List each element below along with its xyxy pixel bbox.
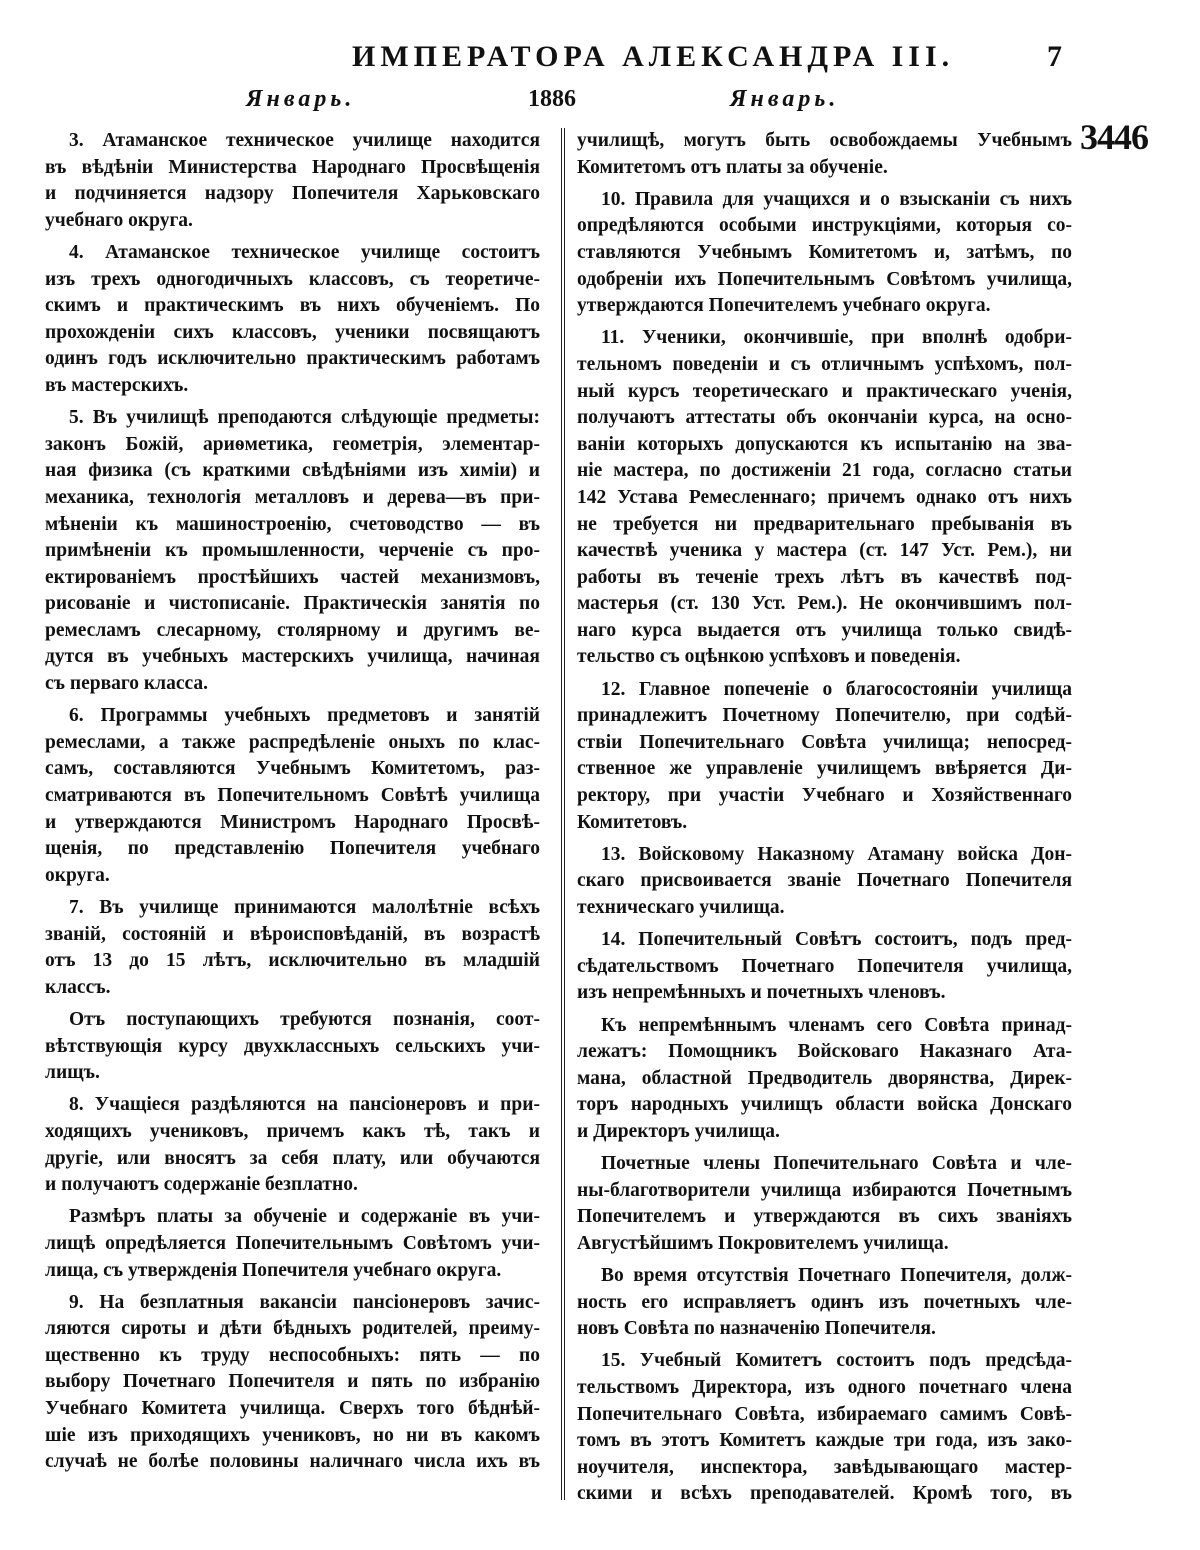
text-line: выбору Почетнаго Попечителя и пять по избранію — [45, 1371, 540, 1393]
text-line: изъ непремѣнныхъ и почетныхъ членовъ. — [577, 982, 946, 1004]
text-line: законъ Божій, ариѳметика, геометрія, элементар- — [45, 433, 540, 455]
text-line: утверждаются Попечителемъ учебнаго округа. — [577, 295, 991, 317]
text-line: прохожденіи сихъ классовъ, ученики посвящаютъ — [45, 321, 540, 343]
text-line: ремесламъ слесарному, столярному и другимъ ве- — [45, 619, 540, 641]
text-line: и утверждаются Министромъ Народнаго Просвѣ- — [45, 811, 540, 833]
text-line: рисованіе и чистописаніе. Практическія занятія по — [45, 593, 540, 615]
text-line: ный курсъ теоретическаго и практическаго ученія, — [577, 380, 1072, 402]
text-line: Учебнаго Комитета училища. Сверхъ того бѣднѣй- — [45, 1398, 540, 1420]
text-line: Почетные члены Попечительнаго Совѣта и чле- — [601, 1153, 1072, 1175]
text-line: учебнаго округа. — [45, 209, 193, 231]
text-line: техническаго училища. — [577, 897, 785, 918]
text-line: примѣненіи къ промышленности, черченіе съ про- — [45, 540, 540, 562]
text-line: ходящихъ учениковъ, причемъ какъ тѣ, такъ и — [45, 1120, 540, 1142]
text-line: 7. Въ училище принимаются малолѣтніе всѣхъ — [69, 897, 540, 918]
text-line: случаѣ не болѣе половины наличнаго числа ихъ въ — [45, 1451, 540, 1473]
text-line: наго курса выдается отъ училища только свидѣ- — [577, 619, 1072, 641]
text-line: ствіи Попечительнаго Совѣта училища; непосред- — [577, 731, 1072, 753]
text-line: одинъ годъ исключительно практическимъ работамъ — [45, 348, 540, 370]
paragraph — [45, 1092, 540, 1198]
text-line: 11. Ученики, окончившіе, при вполнѣ одобри- — [601, 327, 1072, 349]
text-line: съ перваго класса. — [45, 673, 209, 695]
text-line: 12. Главное попеченіе о благосостояніи училища — [601, 678, 1072, 700]
text-line: щественно къ труду неспособныхъ: пять — по — [45, 1344, 540, 1366]
text-line: сѣдательствомъ Почетнаго Попечителя училища, — [577, 955, 1072, 977]
text-line: не требуется ни предварительнаго пребыванія въ — [577, 513, 1072, 535]
month-right: Январь. — [730, 86, 840, 112]
text-line: 4. Атаманское техническое училище состоитъ — [69, 241, 540, 263]
left-column — [45, 128, 540, 1481]
text-line: ремеслами, а также распредѣленіе оныхъ по клас- — [45, 731, 540, 753]
text-line: училищѣ, могутъ быть освобождаемы Учебнымъ — [577, 130, 1072, 151]
text-line: ектированіемъ простѣйшихъ частей механизмовъ, — [45, 566, 540, 588]
text-line: классъ. — [45, 976, 111, 998]
column-divider — [561, 128, 565, 1500]
page-number: 7 — [1047, 40, 1062, 73]
text-line: опредѣляются особыми инструкціями, которыя со- — [577, 215, 1072, 237]
text-line: 142 Устава Ремесленнаго; причемъ однако отъ нихъ — [577, 486, 1072, 508]
right-column — [577, 128, 1072, 1514]
paragraph — [577, 1348, 1072, 1508]
text-line: мѣненіи къ машиностроенію, счетоводство — въ — [45, 513, 540, 535]
text-line: Размѣръ платы за обученіе и содержаніе въ учи- — [69, 1206, 540, 1228]
text-line: Комитетовъ. — [577, 811, 688, 833]
text-line: качествѣ ученика у мастера (ст. 147 Уст. Рем.), ни — [577, 540, 1072, 562]
year: 1886 — [528, 86, 576, 112]
text-line: работы въ теченіе трехъ лѣтъ въ качествѣ под- — [577, 566, 1072, 588]
text-line: ніе мастера, по достиженіи 21 года, согласно статьи — [577, 460, 1072, 482]
text-line: мастерья (ст. 130 Уст. Рем.). Не окончившимъ пол- — [577, 593, 1072, 615]
text-line: въ мастерскихъ. — [45, 374, 189, 396]
text-line: Во время отсутствія Почетнаго Попечителя, долж- — [601, 1265, 1072, 1287]
text-line: скими и всѣхъ преподавателей. Кромѣ того, въ — [577, 1483, 1072, 1505]
text-line: 9. На безплатныя вакансіи пансіонеровъ зачис- — [69, 1291, 540, 1313]
text-line: Комитетомъ отъ платы за обученіе. — [577, 156, 888, 178]
text-line: и подчиняется надзору Попечителя Харьковскаго — [45, 183, 540, 205]
text-line: скаго присвоивается званіе Почетнаго Попечителя — [577, 870, 1072, 892]
text-line: 13. Войсковому Наказному Атаману войска Дон- — [601, 843, 1072, 865]
text-line: тельствомъ Директора, изъ одного почетнаго члена — [577, 1377, 1072, 1399]
paragraph — [45, 703, 540, 889]
text-line: Попечительнаго Совѣта, избираемаго самимъ Совѣ- — [577, 1403, 1072, 1425]
text-line: 5. Въ училищѣ преподаются слѣдующіе предметы: — [69, 407, 540, 429]
text-line: лища, съ утвержденія Попечителя учебнаго округа. — [45, 1259, 502, 1281]
text-line: и получаютъ содержаніе безплатно. — [45, 1174, 358, 1196]
text-line: шіе изъ приходящихъ учениковъ, но ни въ какомъ — [45, 1424, 540, 1446]
text-line: Отъ поступающихъ требуются познанія, соот- — [69, 1008, 540, 1030]
text-line: ноучителя, инспектора, завѣдывающаго мастер- — [577, 1456, 1072, 1478]
paragraph — [577, 187, 1072, 320]
text-line: новъ Совѣта по назначенію Попечителя. — [577, 1318, 936, 1340]
paragraph — [577, 927, 1072, 1007]
paragraph — [577, 842, 1072, 922]
text-line: механика, технологія металловъ и дерева—въ при- — [45, 486, 540, 508]
text-line: томъ въ этотъ Комитетъ каждые три года, изъ зако- — [577, 1430, 1072, 1452]
text-line: принадлежитъ Почетному Попечителю, при содѣй- — [577, 705, 1072, 727]
text-line: ная физика (съ краткими свѣдѣніями изъ химіи) и — [45, 460, 540, 482]
text-line: лищъ. — [45, 1062, 100, 1084]
text-line: 6. Программы учебныхъ предметовъ и занятій — [69, 705, 540, 727]
paragraph — [577, 677, 1072, 837]
paragraph — [577, 325, 1072, 671]
text-line: другіе, или вносятъ за себя плату, или обучаются — [45, 1147, 540, 1169]
text-line: получаютъ аттестаты объ окончаніи курса, на осно- — [577, 407, 1072, 429]
text-line: Попечителемъ и утверждаются въ сихъ званіяхъ — [577, 1206, 1072, 1228]
text-line: одобреніи ихъ Попечительнымъ Совѣтомъ училища, — [577, 268, 1072, 290]
text-line: отъ 13 до 15 лѣтъ, исключительно въ младшій — [45, 950, 540, 972]
text-line: 14. Попечительный Совѣтъ состоитъ, подъ пред- — [601, 929, 1072, 951]
text-line: Августѣйшимъ Покровителемъ училища. — [577, 1232, 949, 1254]
text-line: ваніи которыхъ допускаются къ испытанію на зва- — [577, 433, 1072, 455]
text-line: и Директоръ училища. — [577, 1120, 780, 1142]
paragraph — [45, 128, 540, 234]
paragraph — [45, 895, 540, 1001]
text-line: торъ народныхъ училищъ области войска Донскаго — [577, 1094, 1072, 1116]
text-line: самъ, составляются Учебнымъ Комитетомъ, раз- — [45, 758, 540, 780]
month-left: Январь. — [246, 86, 356, 112]
text-line: Къ непремѣннымъ членамъ сего Совѣта принад- — [601, 1014, 1072, 1036]
running-title: ИМПЕРАТОРА АЛЕКСАНДРА III. — [352, 40, 955, 73]
text-line: мана, областной Предводитель дворянства, Дирек- — [577, 1067, 1072, 1089]
side-number: 3446 — [1080, 117, 1148, 157]
text-line: дутся въ учебныхъ мастерскихъ училища, начиная — [45, 646, 540, 668]
paragraph — [45, 405, 540, 698]
text-line: 3. Атаманское техническое училище находится — [69, 130, 540, 151]
paragraph — [45, 240, 540, 400]
text-line: ставляются Учебнымъ Комитетомъ и, затѣмъ, по — [577, 241, 1072, 263]
paragraph — [577, 1013, 1072, 1146]
text-line: тельномъ поведеніи и съ отличнымъ успѣхомъ, пол- — [577, 353, 1072, 375]
text-line: 8. Учащіеся раздѣляются на пансіонеровъ и при- — [69, 1094, 540, 1116]
text-line: щенія, по представленію Попечителя учебнаго — [45, 838, 540, 860]
text-line: лищѣ опредѣляется Попечительнымъ Совѣтомъ учи- — [45, 1232, 540, 1254]
paragraph — [577, 128, 1072, 181]
paragraph — [45, 1204, 540, 1284]
text-line: тельство съ оцѣнкою успѣховъ и поведенія. — [577, 646, 961, 668]
paragraph — [45, 1007, 540, 1087]
text-line: ректору, при участіи Учебнаго и Хозяйственнаго — [577, 785, 1072, 807]
text-line: 10. Правила для учащихся и о взысканіи съ нихъ — [601, 188, 1072, 210]
text-line: ляются сироты и дѣти бѣдныхъ родителей, преиму- — [45, 1318, 540, 1340]
paragraph — [45, 1290, 540, 1476]
text-line: лежатъ: Помощникъ Войсковаго Наказнаго Ата- — [577, 1041, 1072, 1063]
text-line: округа. — [45, 864, 110, 886]
text-line: ность его исправляетъ одинъ изъ почетныхъ чле- — [577, 1291, 1072, 1313]
text-line: въ вѣдѣніи Министерства Народнаго Просвѣщенія — [45, 156, 540, 178]
text-line: ны-благотворители училища избираются Почетнымъ — [577, 1179, 1072, 1201]
text-line: званій, состояній и вѣроисповѣданій, въ возрастѣ — [45, 923, 540, 945]
text-line: скимъ и практическимъ въ нихъ обученіемъ. По — [45, 295, 540, 317]
text-line: сматриваются въ Попечительномъ Совѣтѣ училища — [45, 785, 540, 807]
text-line: 15. Учебный Комитетъ состоитъ подъ предсѣда- — [601, 1350, 1072, 1372]
paragraph — [577, 1151, 1072, 1257]
text-line: изъ трехъ одногодичныхъ классовъ, съ теоретиче- — [45, 268, 540, 290]
text-line: ственное же управленіе училищемъ ввѣряется Ди- — [577, 758, 1072, 780]
paragraph — [577, 1263, 1072, 1343]
text-line: вѣтствующія курсу двухклассныхъ сельскихъ учи- — [45, 1035, 540, 1057]
